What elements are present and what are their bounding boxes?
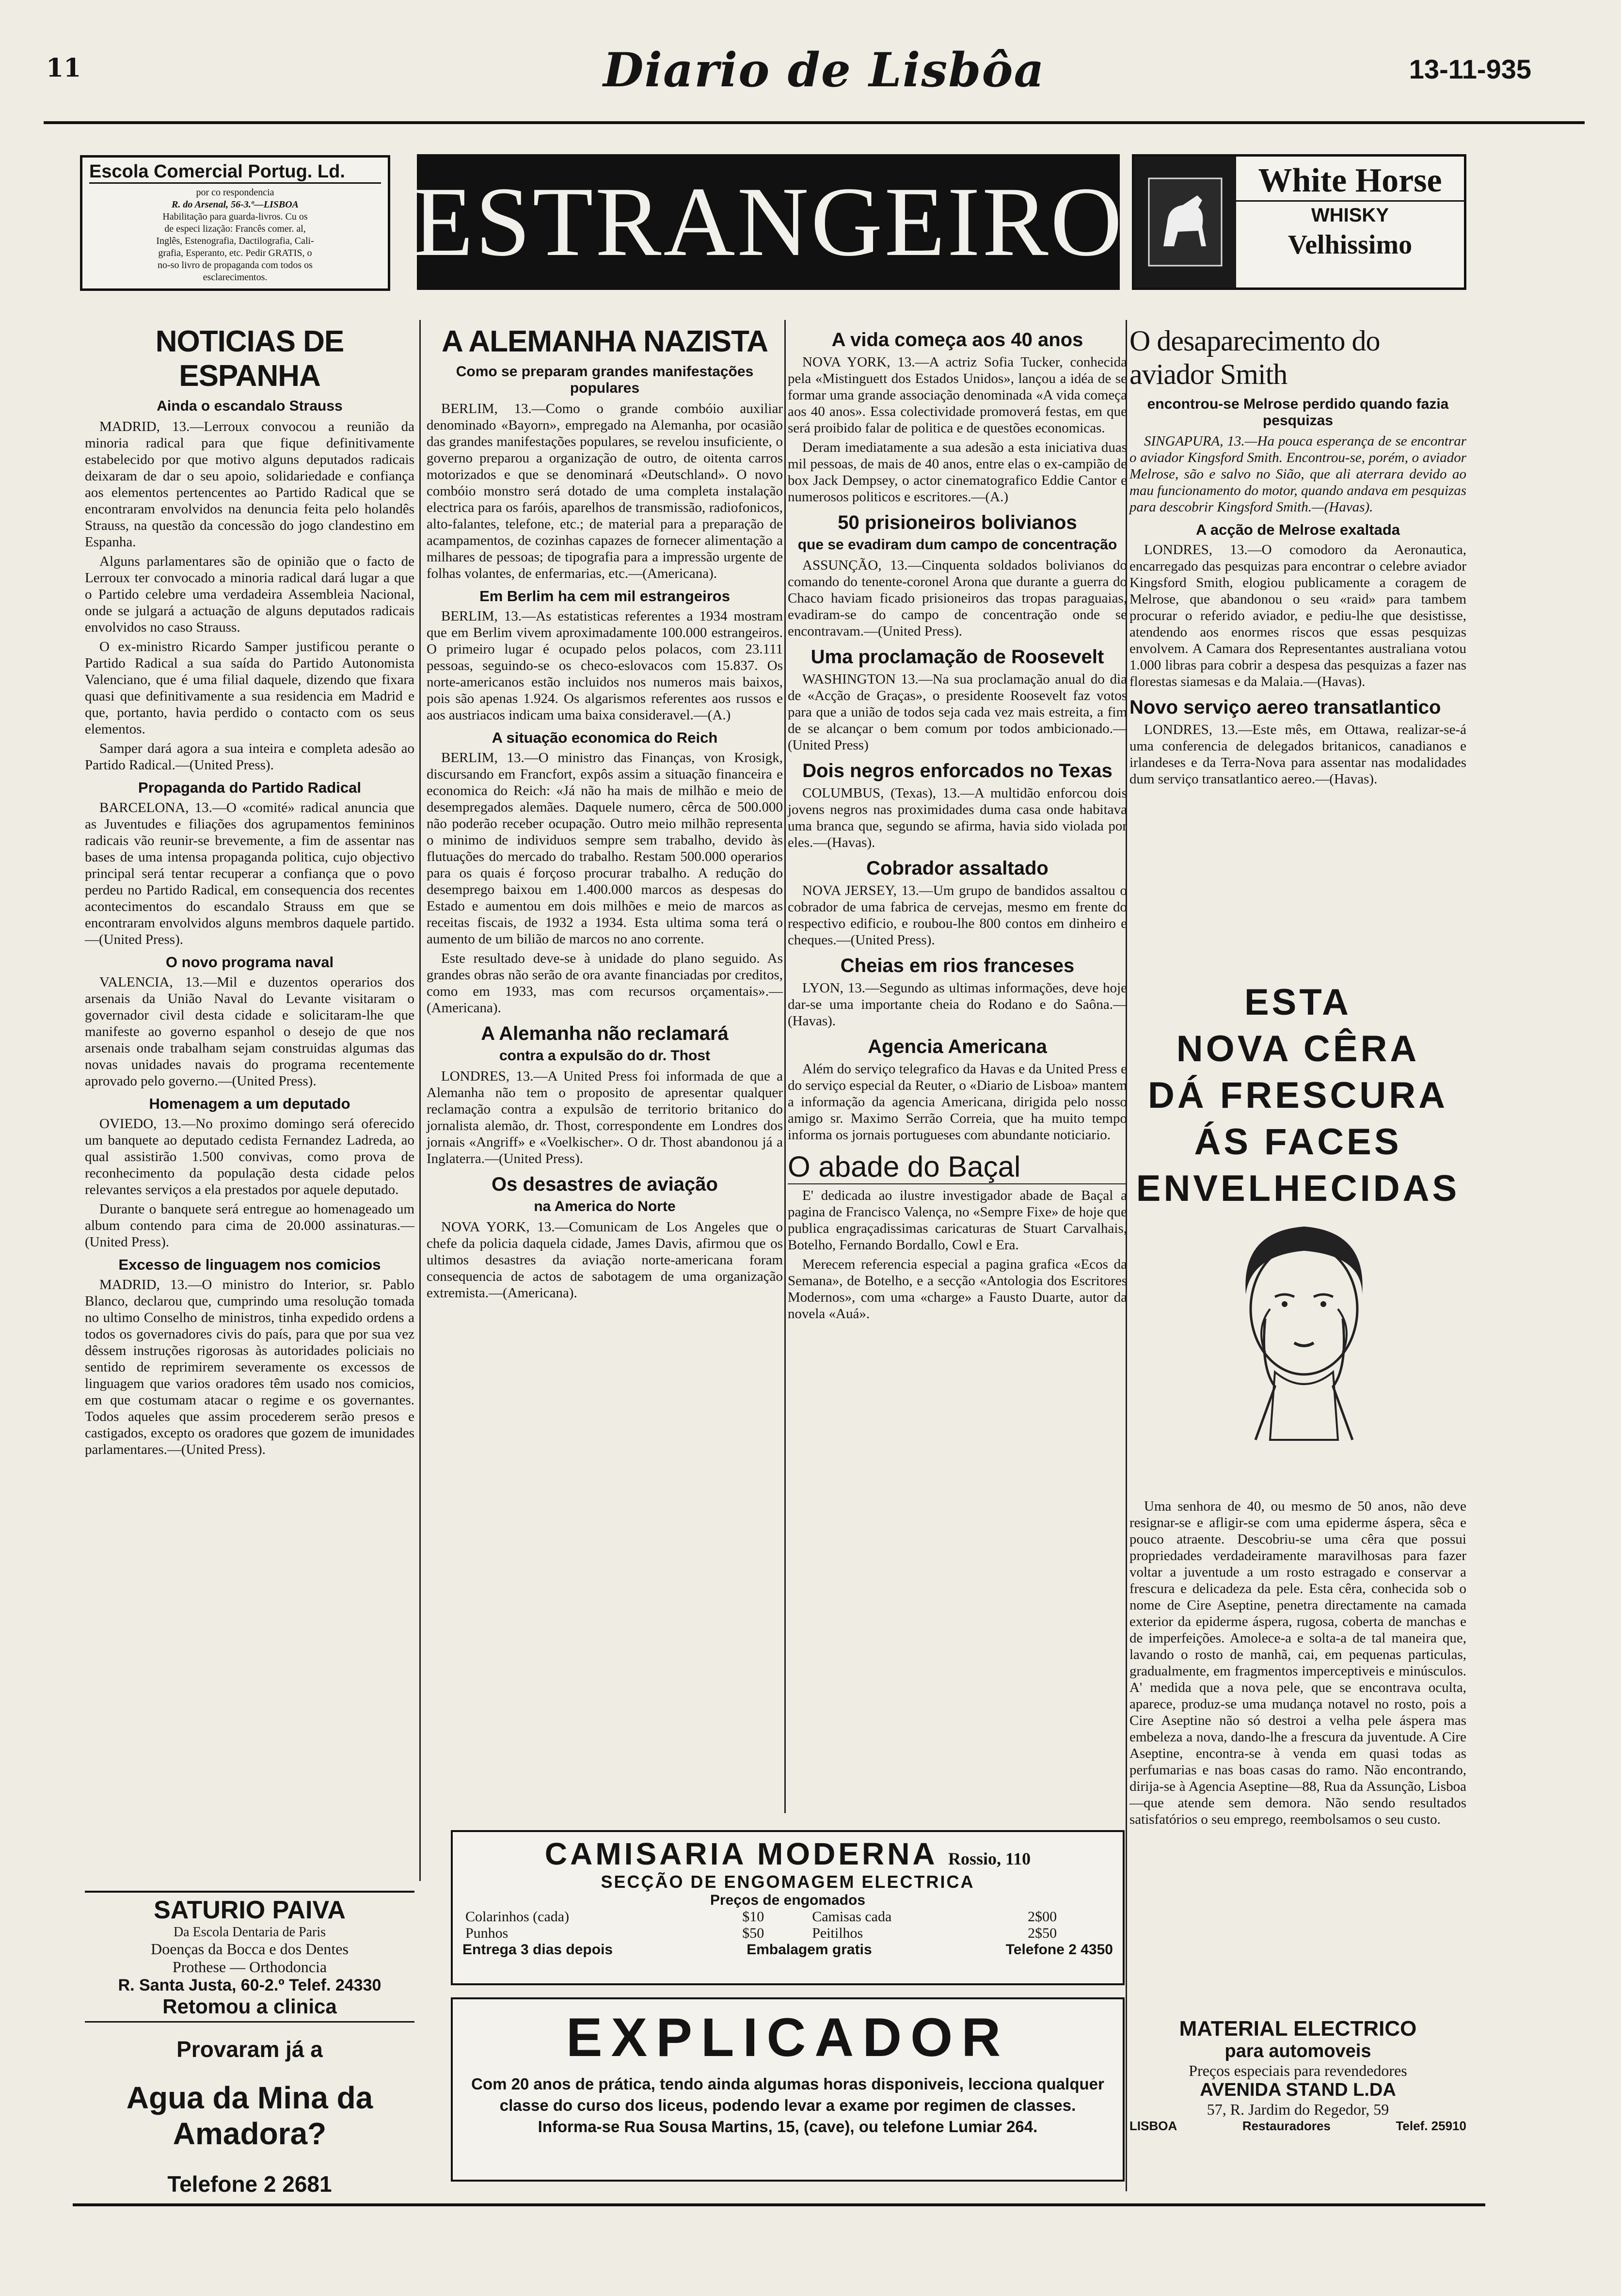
cire-headline-line: NOVA CÊRA [1176,1028,1420,1069]
article-paragraph: Deram imediatamente a sua adesão a esta iniciativa duas mil pessoas, de mais de 40 anos, entre elas o ex-campião de box Jack Dempsey, o actor cinematografico Eddie Cantor e numerosos politicos e escritores.—(A.) [788,440,1127,505]
article-paragraph: OVIEDO, 13.—No proximo domingo será oferecido um banquete ao deputado cedista Fernandez Ladreda, ao qual assistirão 1.500 convivas, como prova de reconhecimento da população desta cidade pelos relevantes serviços a ela prestados por aquele deputado. [85,1116,414,1197]
escola-line: grafia, Esperanto, etc. Pedir GRATIS, o [158,248,312,258]
escola-line: R. do Arsenal, 56-3.º—LISBOA [172,199,299,210]
camisaria-footer: Entrega 3 dias depois [462,1942,613,1958]
masthead-rule [44,121,1585,124]
camisaria-prices-title: Preços de engomados [710,1892,866,1908]
article-subhead: Ainda o escandalo Strauss [157,398,343,414]
agua-line2: Agua da Mina da Amadora? [126,2080,373,2151]
camisaria-footer: Telefone 2 4350 [1005,1942,1113,1958]
article-subhead: que se evadiram dum campo de concentração [797,537,1117,553]
escola-line: Inglês, Estenografia, Dactilografia, Cali- [156,236,314,246]
horse-label-icon [1134,157,1236,287]
article-paragraph: Este resultado deve-se à unidade do plano seguido. As grandes obras não serão de ora avante financiadas por creditos, como em 1933, mas com recursos orçamentais».—(Americana). [427,951,783,1016]
article-paragraph: LONDRES, 13.—O comodoro da Aeronautica, encarregado das pesquizas para encontrar o celebre aviador Kingsford Smith, elogiou publicamente a coragem de Melrose, que abandonou o seu «raid» para tambem procurar o referido aviador, e pediu-lhe que desistisse, atendendo aos enormes riscos que essas pesquizas envolvem. A Camara dos Representantes australiana votou 1.000 libras para cobrir a despesa das pesquizas a fazer nas florestas siamesas e da Malaia.—(Havas). [1129,542,1466,689]
article-subhead: O novo programa naval [165,954,334,971]
article-headline: Dois negros enforcados no Texas [802,760,1112,781]
saturio-address: R. Santa Justa, 60-2.º Telef. 24330 [118,1976,381,1994]
table-row [462,1925,1113,1942]
explicador-ad [451,1997,1125,2182]
column-divider [419,320,421,1881]
article-paragraph: Merecem referencia especial a pagina grafica «Ecos da Semana», de Botelho, e a secção «Antologia dos Escritores Modernos», com uma «charge» a Fausto Duarte, autor da novela «Auá». [788,1257,1127,1322]
material-phone: Telef. 25910 [1396,2119,1466,2133]
camisaria-price-table [462,1909,1113,1942]
escola-title: Escola Comercial Portug. Ld. [89,161,381,184]
article-paragraph: NOVA JERSEY, 13.—Um grupo de bandidos assaltou o cobrador de uma fabrica de cervejas, mesmo em frente do respectivo edificio, e roubou-lhe 800 contos em dinheiro e cheques.—(United Press). [788,883,1127,948]
column-espanha [85,322,414,1461]
woman-illustration-icon [1202,1212,1406,1464]
article-paragraph: BERLIM, 13.—Como o grande combóio auxiliar denominado «Bayorn», empregado na Alemanha, por ocasião das grandes manifestações populares, se revelou insuficiente, o governo preparou a organização de outro, de oitenta carros motorizados e que se denominará «Deutschland». O novo combóio monstro será dotado de uma completa instalação electrica para os faróis, aparelhos de transmissão, radiofonicos, alto-falantes, telefone, etc.; de material para a preparação de acampamentos, de cozinhas capazes de fornecer alimentação a milhares de pessoas; de tipografia para a impressão urgente de folhas volantes, de enfermarias, etc.—(Americana). [427,401,783,581]
camisaria-ad [451,1830,1125,1985]
article-subhead: A acção de Melrose exaltada [1196,521,1400,538]
column-internacional [788,322,1127,1325]
agua-amadora-ad [85,2036,414,2197]
newspaper-title: Diario de Lisbôa [603,43,1045,97]
cire-ad-body [1129,1498,1466,1828]
price-value: 2$50 [1028,1925,1057,1941]
table-row [462,1909,1113,1925]
saturio-notice: Retomou a clinica [85,1995,414,2023]
article-headline: NOTICIAS DE ESPANHA [155,325,344,393]
article-subhead: contra a expulsão do dr. Thost [499,1048,711,1064]
price-item: Colarinhos (cada) [465,1909,570,1925]
article-subhead: na America do Norte [534,1198,676,1214]
article-headline: O desaparecimento do aviador Smith [1129,325,1380,390]
cire-ad-headline [1129,979,1466,1212]
material-place: Restauradores [1242,2119,1331,2133]
article-paragraph: Alguns parlamentares são de opinião que o facto de Lerroux ter convocado a minoria radical dará lugar a que o Partido celebre uma verdadeira Assembleia Nacional, onde se julgará a actuação de alguns deputados radicais envolvidos no caso Strauss. [85,554,414,635]
price-value: $10 [742,1909,764,1925]
price-value: $50 [742,1925,764,1941]
article-paragraph: Além do serviço telegrafico da Havas e da United Press e do serviço especial da Reuter, o «Diario de Lisboa» mantem a informação da agencia Americana, dirigida pelo nosso amigo sr. Maximo Serrão Correia, que ha muito tempo informa os jornais portugueses com abundante noticiario. [788,1061,1127,1143]
article-paragraph: BERLIM, 13.—As estatisticas referentes a 1934 mostram que em Berlim vivem aproximadamente 100.000 estrangeiros. O primeiro lugar é ocupado pelos polacos, com 23.111 pessoas, seguindo-se os checo-eslovacos com 15.837. Os norte-americanos estão incluidos nos numeros mais baixos, pois são apenas 1.924. Os algarismos referentes aos russos e aos austriacos indicam uma baixa consideravel.—(A.) [427,608,783,723]
price-value: 2$00 [1028,1909,1057,1925]
escola-line: por co respondencia [196,187,274,198]
article-headline: 50 prisioneiros bolivianos [838,512,1077,533]
cire-headline-line: ÁS FACES [1194,1121,1402,1163]
page-bottom-rule [73,2203,1485,2206]
article-paragraph: Samper dará agora a sua inteira e completa adesão ao Partido Radical.—(United Press). [85,741,414,773]
white-horse-brand: White Horse [1236,161,1464,202]
cire-headline-line: ESTA [1244,982,1352,1023]
explicador-title: EXPLICADOR [566,2007,1010,2068]
material-address: 57, R. Jardim do Regedor, 59 [1207,2101,1389,2118]
section-banner [413,154,1124,290]
cire-ad-text: Uma senhora de 40, ou mesmo de 50 anos, não deve resignar-se e afligir-se com uma epiderme áspera, sêca e pouco atraente. Descobriu-se uma cêra que possui propriedades verdadeiramente maravilhosas para fazer voltar a juventude a um rosto estragado e conservar a frescura e delicadeza da pele. Esta cêra, conhecida sob o nome de Cire Aseptine, penetra directamente na camada exterior da epiderme áspera, rugosa, coberta de manchas e de imperfeições. Amolece-a e solta-a de tal maneira que, lavando o rosto de manhã, cai, em pequenas particulas, gradualmente, em fragmentos imperceptiveis e minúsculos. A' medida que a nova pele, que se encontrava oculta, aparece, produz-se uma mudança notavel no rosto, pois a Cire Aseptine não só destroi a velha pele áspera mas embeleza a nova, dando-lhe a frescura da juventude. A Cire Aseptine, encontra-se à venda em quasi todas as perfumarias e nas boas casas do ramo. Não encontrando, dirija-se à Agencia Aseptine—88, Rua da Assunção, Lisboa—que atende sem demora. Não sendo resultados satisfatórios o seu emprego, reembolsamos o seu custo. [1129,1499,1466,1827]
article-paragraph: MADRID, 13.—O ministro do Interior, sr. Pablo Blanco, declarou que, cumprindo uma resolução tomada no ultimo Conselho de ministros, tinha expedido ordens a todos os governadores civis do país, para que por sua vez dêssem instruções rigorosas às autoridades policiais no sentido de reprimirem severamente os excessos de linguagem que varios oradores têm usado nos comicios, em que costumam atacar o regime e os governantes. Todos aqueles que assim procederem serão presos e castigados, excepto os oradores que gozem de imunidades parlamentares.—(United Press). [85,1277,414,1457]
article-paragraph: LONDRES, 13.—A United Press foi informada de que a Alemanha não tem o proposito de apresentar qualquer reclamação contra a expulsão de territorio britanico do jornalista alemão, dr. Thost, correspondente em Londres dos jornais «Angriff» e «Voelkischer». O dr. Thost abandonou já a Inglaterra.—(United Press). [427,1068,783,1166]
article-headline: A vida começa aos 40 anos [831,329,1083,351]
article-headline: A ALEMANHA NAZISTA [441,325,768,358]
material-sub: para automoveis [1224,2041,1371,2061]
article-subhead: Excesso de linguagem nos comicios [118,1256,381,1273]
white-horse-kind: WHISKY [1311,205,1389,226]
column-divider [784,320,786,1813]
cire-headline-line: ENVELHECIDAS [1136,1168,1460,1209]
article-headline: Agencia Americana [868,1036,1047,1057]
article-paragraph: BERLIM, 13.—O ministro das Finanças, von Krosigk, discursando em Francfort, expôs assim a situação financeira e economica do Reich: «Já não ha mais de milhão e meio de desempregados alemães. Daquele numero, cêrca de 500.000 não poderão receber ocupação. Outro meio milhão representa o minimo de individuos sempre sem trabalho, devido às flutuações do mercado do trabalho. Restam 500.000 operarios para os quais é forçoso procurar trabalho. A redução do desemprego baixou em 1.400.000 marcos as despesas do Estado e aumentou em dois milhões e meio de marcos as receitas fiscais, de 1932 a 1934. Esta ultima soma terá o aumento de um bilião de marcos no ano corrente. [427,750,783,947]
saturio-name: SATURIO PAIVA [154,1896,346,1924]
saturio-line1: Doenças da Bocca e dos Dentes [151,1940,349,1958]
column-aviacao [1129,322,1466,790]
article-headline: Novo serviço aereo transatlantico [1129,697,1441,718]
article-headline: A Alemanha não reclamará [481,1023,729,1044]
article-paragraph: LONDRES, 13.—Este mês, em Ottawa, realizar-se-á uma conferencia de delegados britanicos, canadianos e irlandeses e da Terra-Nova para assentar nas modalidades dum serviço transatlantico aereo.—(Havas). [1129,722,1466,787]
article-subhead: Propaganda do Partido Radical [138,779,361,796]
article-paragraph: NOVA YORK, 13.—Comunicam de Los Angeles que o chefe da policia daquela cidade, James Davis, afirmou que os ultimos desastres da aviação norte-americana foram consequencia de actos de sabotagem de uma organização extremista.—(Americana). [427,1219,783,1301]
agua-phone: Telefone 2 2681 [167,2171,332,2197]
saturio-paiva-ad [85,1891,414,2023]
material-title: MATERIAL ELECTRICO [1179,2017,1417,2041]
article-paragraph: O ex-ministro Ricardo Samper justificou perante o Partido Radical a sua saída do Partido Autonomista Valenciano, que é uma filial daquele, dizendo que fixara quasi que definitivamente a sua residencia em Madrid e que, portanto, havia perdido o contacto com os seus elementos. [85,639,414,737]
page-number: 11 [46,53,81,83]
article-paragraph: ASSUNÇÃO, 13.—Cinquenta soldados bolivianos do comando do tenente-coronel Arona que durante a guerra do Chaco haviam ficado prisioneiros das tropas paraguaias, evadiram-se do campo de concentração onde se encontravam.—(United Press). [788,558,1127,639]
escola-line: Habilitação para guarda-livros. Cu os [162,211,308,222]
camisaria-footer: Embalagem gratis [747,1942,872,1958]
article-paragraph: NOVA YORK, 13.—A actriz Sofia Tucker, conhecida pela «Mistinguett dos Estados Unidos», lançou a idéa de se formar uma grande associação denominada «A vida começa aos 40 anos». Essa colectividade promoverá festas, em que será proibido falar de politica e de questões economicas. [788,354,1127,436]
article-paragraph: LYON, 13.—Segundo as ultimas informações, deve hoje dar-se uma importante cheia do Rodano e do Saôna.—(Havas). [788,980,1127,1029]
material-city: LISBOA [1129,2119,1177,2133]
article-headline: Uma proclamação de Roosevelt [810,646,1104,668]
article-lead: SINGAPURA, 13.—Ha pouca esperança de se encontrar o aviador Kingsford Smith. Encontrou-se, porém, o aviador Melrose, são e salvo no Sião, que ali aterrara devido ao mau funcionamento do motor, quando andava em pesquizas para descobrir Kingsford Smith.—(Havas). [1129,433,1466,515]
column-alemanha [427,322,783,1304]
camisaria-address: Rossio, 110 [948,1849,1031,1868]
article-subhead: Em Berlim ha cem mil estrangeiros [479,588,730,605]
price-item: Punhos [465,1925,509,1941]
camisaria-section: SECÇÃO DE ENGOMAGEM ELECTRICA [601,1872,975,1892]
price-item: Camisas cada [812,1909,892,1925]
saturio-line2: Prothese — Orthodoncia [172,1958,327,1976]
section-banner-text: ESTRANGEIRO [413,167,1124,277]
issue-date: 13-11-935 [1409,54,1531,84]
camisaria-name: CAMISARIA MODERNA [544,1836,937,1871]
article-paragraph: E' dedicada ao ilustre investigador abade de Baçal a pagina de Francisco Valença, no «Sempre Fixe» de hoje que publica engraçadissimas caricaturas de Stuart Carvalhais, Botelho, Fernando Bordallo, Cowl e Era. [788,1188,1127,1253]
article-subhead: Como se preparam grandes manifestações populares [456,364,754,396]
price-item: Peitilhos [812,1925,863,1941]
article-paragraph: MADRID, 13.—Lerroux convocou a reunião da minoria radical para que fique definitivamente estabelecido por que motivo alguns deputados radicais deixaram de dar o seu apoio, solidariedade e confiança aos elementos pertencentes ao Partido Radical que se encontraram envolvidos na denuncia feita pelo holandês Strauss, na questão da concessão do jogo clandestino em Espanha. [85,419,414,550]
escola-line: de especi lização: Francês comer. al, [164,223,306,234]
article-paragraph: Durante o banquete será entregue ao homenageado um album contendo para cima de 20.000 assinaturas.—(United Press). [85,1201,414,1250]
material-electrico-ad [1129,2017,1466,2134]
white-horse-tag: Velhissimo [1287,230,1413,260]
material-name: AVENIDA STAND L.DA [1200,2080,1396,2100]
material-prices: Preços especiais para revendedores [1189,2062,1407,2079]
article-paragraph: COLUMBUS, (Texas), 13.—A multidão enforcou dois jovens negros nas proximidades duma casa onde habitava uma branca que, segundo se afirma, havia sido violada por eles.—(Havas). [788,785,1127,850]
article-headline: Cheias em rios franceses [840,955,1075,976]
article-subhead: A situação economica do Reich [492,729,718,746]
escola-comercial-ad [80,155,390,291]
article-headline: Cobrador assaltado [866,858,1049,879]
escola-line: esclarecimentos. [203,272,268,283]
cire-headline-line: DÁ FRESCURA [1147,1075,1448,1116]
article-headline: Os desastres de aviação [492,1174,718,1195]
explicador-body: Com 20 anos de prática, tendo ainda algumas horas disponiveis, lecciona qualquer classe do curso dos liceus, podendo levar a exame por regimen de classes. Informa-se Rua Sousa Martins, 15, (cave), ou telefone Lumiar 264. [471,2075,1104,2136]
agua-line1: Provaram já a [176,2037,323,2062]
article-headline: O abade do Baçal [788,1150,1127,1184]
article-paragraph: WASHINGTON 13.—Na sua proclamação anual do dia de «Acção de Graças», o presidente Roosevelt faz votos para que a união de todos seja cada vez mais estreita, a fim de se alcançar o bem comum por todos ambicionado.—(United Press) [788,671,1127,753]
saturio-school: Da Escola Dentaria de Paris [173,1925,326,1940]
article-subhead: Homenagem a um deputado [149,1095,350,1112]
white-horse-ad [1132,154,1466,290]
article-subhead: encontrou-se Melrose perdido quando fazia pesquizas [1147,396,1449,429]
escola-line: no-so livro de propaganda com todos os [158,260,313,271]
article-paragraph: VALENCIA, 13.—Mil e duzentos operarios dos arsenais da União Naval do Levante visitaram o governador civil desta cidade e solicitaram-lhe que manifeste ao governo espanhol o desejo de que nos arsenais onde trabalham sejam construidas algumas das novas unidades navais do programa recentemente aprovado pelo governo.—(United Press). [85,974,414,1089]
article-paragraph: BARCELONA, 13.—O «comité» radical anuncia que as Juventudes e filiações dos agrupamentos femininos radicais vão reunir-se brevemente, a fim de assentar nas bases de uma intensa propaganda politica, cujo objectivo principal será tentar recuperar a confiança que o povo perdeu no Partido Radical, em consequencia dos recentes acontecimentos do escandalo Strauss em que se encontraram envolvidos alguns membros daquele partido.—(United Press). [85,800,414,947]
